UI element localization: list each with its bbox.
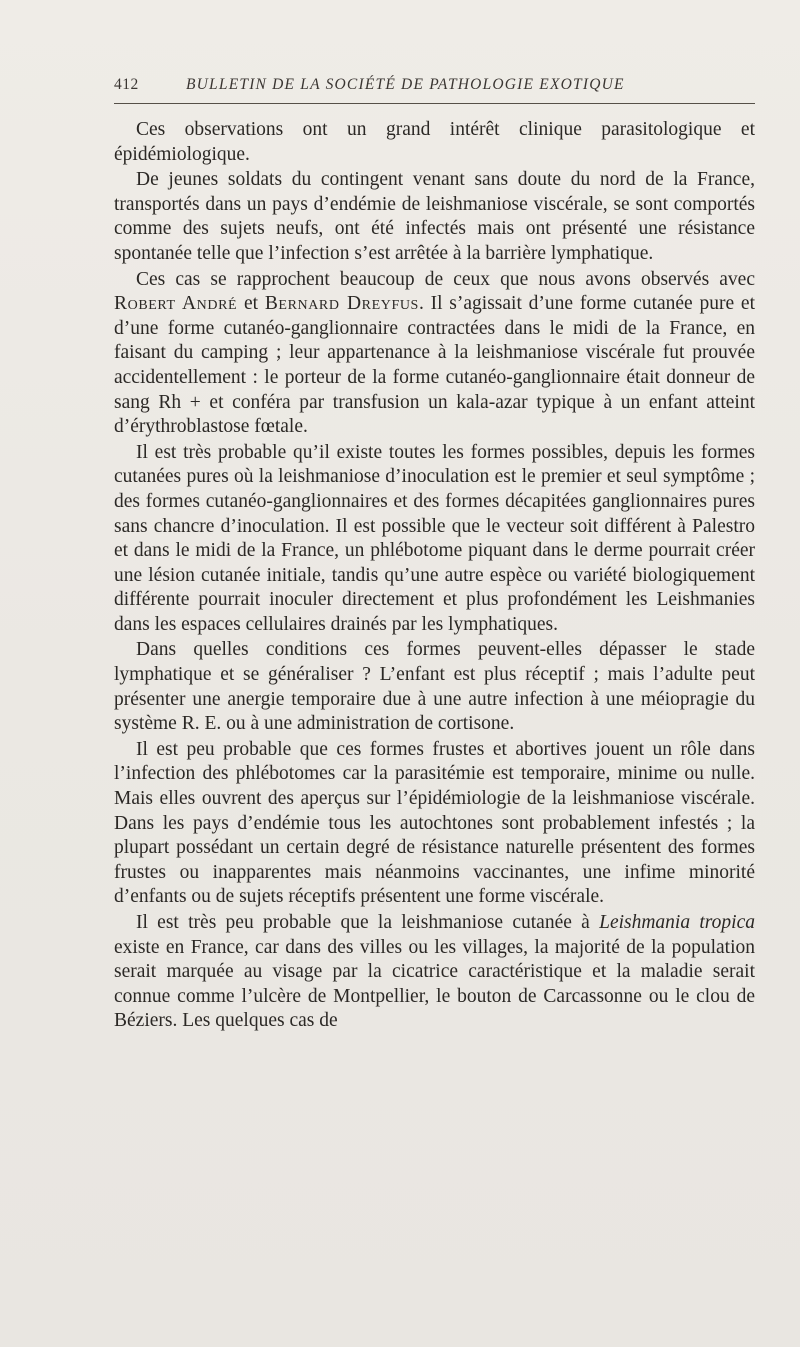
paragraph-3-end: . Il s’agissait d’une forme cutanée pure et d’une forme cutanéo-ganglionnaire contractées dans le midi de la France, en faisant du camping ; leur appartenance à la leishmaniose viscérale fut prouvée accidentellement : le porteur de la forme cutanéo-ganglionnaire était donneur de sang Rh + et conféra par transfusion un kala-azar typique à un enfant atteint d’érythroblastose fœtale. [114,293,756,438]
paragraph-3-start: Ces cas se rapprochent beaucoup de ceux que nous avons observés avec [136,268,755,290]
article-body [114,118,755,1034]
page-number: 412 [114,76,139,93]
author-name-robert-andre: Robert André [114,293,238,315]
paragraph-2: De jeunes soldats du contingent venant sans doute du nord de la France, transportés dans un pays d’endémie de leishmaniose viscérale, se sont comportés comme des sujets neufs, ont été infectés mais ont présenté une résistance spontanée telle que l’infection s’est arrêtée à la barrière lymphatique. [114,169,755,264]
paragraph-6: Il est peu probable que ces formes frustes et abortives jouent un rôle dans l’infection des phlébotomes car la parasitémie est temporaire, minime ou nulle. Mais elles ouvrent des aperçus sur l’épidémiologie de la leishmaniose viscérale. Dans les pays d’endémie tous les autochtones sont probablement infestés ; la plupart possédant un certain degré de résistance naturelle présentent des formes frustes ou inapparentes mais néanmoins vaccinantes, une infime minorité d’enfants ou de sujets réceptifs présentent une forme viscérale. [114,738,755,908]
paragraph-3-mid: et [237,293,265,315]
species-name: Leishmania tropica [599,912,755,933]
header-rule [114,103,755,104]
paragraph-7-start: Il est très peu probable que la leishmaniose cutanée à [136,912,600,933]
paragraph-7-end: existe en France, car dans des villes ou les villages, la majorité de la population serait marquée au visage par la cicatrice caractéristique et la maladie serait connue comme l’ulcère de Montpellier, le bouton de Carcassonne ou le clou de Béziers. Les quelques cas de [114,936,755,1032]
author-name-bernard-dreyfus: Bernard Dreyfus [264,293,419,315]
paragraph-4: Il est très probable qu’il existe toutes les formes possibles, depuis les formes cutanées pures où la leishmaniose d’inoculation est le premier et seul symptôme ; des formes cutanéo-ganglionnaires et des formes décapitées ganglionnaires pures sans chancre d’inoculation. Il est possible que le vecteur soit différent à Palestro et dans le midi de la France, un phlébotome piquant dans le derme pourrait créer une lésion cutanée initiale, tandis qu’une autre espèce ou variété biologiquement différente pourrait inoculer directement et plus profondément les Leishmanies dans les espaces cellulaires drainés par les lymphatiques. [114,441,755,635]
page-header [114,76,754,100]
paragraph-1: Ces observations ont un grand intérêt clinique parasitologique et épidémiologique. [114,119,755,165]
paragraph-3 [114,268,755,440]
paragraph-5: Dans quelles conditions ces formes peuvent-elles dépasser le stade lymphatique et se généraliser ? L’enfant est plus réceptif ; mais l’adulte peut présenter une anergie temporaire due à une autre infection à une méiopragie du système R. E. ou à une administration de cortisone. [114,639,755,735]
paragraph-7 [114,911,755,1034]
running-title: BULLETIN DE LA SOCIÉTÉ DE PATHOLOGIE EXOTIQUE [186,76,625,93]
